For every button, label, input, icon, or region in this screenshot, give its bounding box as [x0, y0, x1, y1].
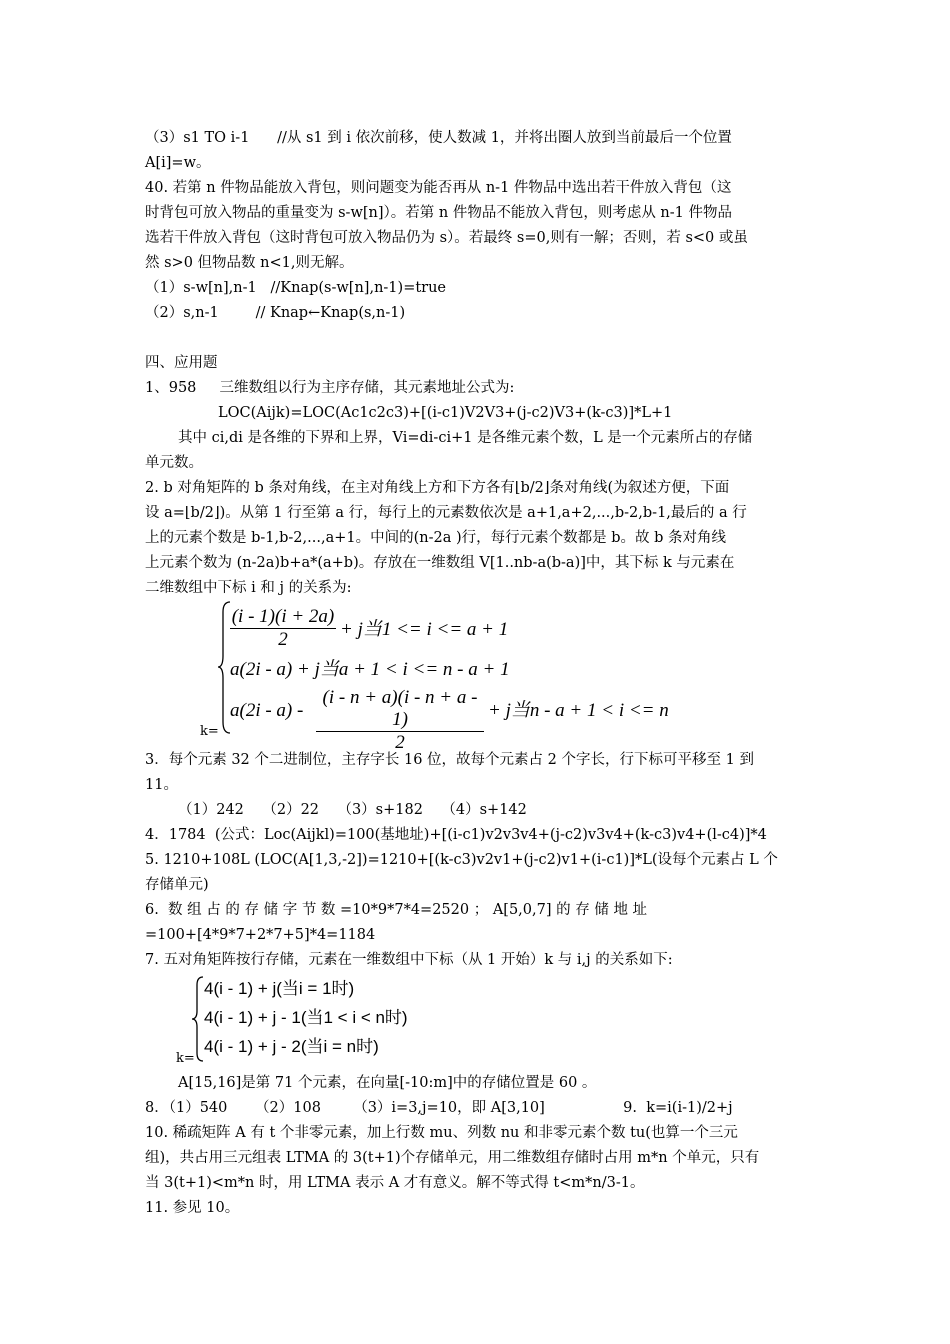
text-line: 然 s>0 但物品数 n<1,则无解。	[145, 255, 354, 271]
text-line: 5. 1210+108L (LOC(A[1,3,-2])=1210+[(k-c3)v2v1+(j-c2)v1+(i-c1)]*L(设每个元素占 L 个	[145, 852, 778, 868]
text-line: 当 3(t+1)<m*n 时，用 LTMA 表示 A 才有意义。解不等式得 t<m*n/3-1。	[145, 1175, 645, 1191]
text-line: 11。	[145, 777, 178, 793]
text-line: （1）s-w[n],n-1 //Knap(s-w[n],n-1)=true	[145, 280, 447, 296]
address-formula: LOC(Aijk)=LOC(Ac1c2c3)+[(i-c1)V2V3+(j-c2)V3+(k-c3)]*L+1	[218, 405, 673, 421]
text-line: （1）242 （2）22 （3）s+182 （4）s+142	[178, 802, 527, 818]
text-line: A[i]=w。	[145, 155, 211, 171]
text-line: 组)，共占用三元组表 LTMA 的 3(t+1)个存储单元，用二维数组存储时占用 m*n 个单元，只有	[145, 1150, 760, 1166]
fraction-denominator: 2	[278, 629, 288, 650]
fraction-numerator: (i - n + a)(i - n + a - 1)	[316, 687, 484, 732]
text-line: 设 a=⌊b/2⌋)。从第 1 行至第 a 行，每行上的元素数依次是 a+1,a+2,...,b-2,b-1,最后的 a 行	[145, 505, 747, 521]
text-line: 11. 参见 10。	[145, 1200, 240, 1216]
text-line: 10. 稀疏矩阵 A 有 t 个非零元素，加上行数 mu、列数 nu 和非零元素个数 tu(也算一个三元	[145, 1125, 738, 1141]
text-line: 40. 若第 n 件物品能放入背包，则问题变为能否再从 n-1 件物品中选出若干件放入背包（这	[145, 180, 732, 196]
text-line: 存储单元)	[145, 877, 209, 893]
text-line: 3．每个元素 32 个二进制位，主存字长 16 位，故每个元素占 2 个字长，行下标可平移至 1 到	[145, 752, 754, 768]
text-line: 2. b 对角矩阵的 b 条对角线，在主对角线上方和下方各有⌊b/2⌋条对角线(为叙述方便，下面	[145, 480, 730, 496]
formula-row-2: a(2i - a) + j当a + 1 < i <= n - a + 1	[230, 659, 510, 680]
text-line: 单元数。	[145, 455, 203, 471]
text-line: （3）s1 TO i-1 //从 s1 到 i 依次前移，使人数减 1，并将出圈人放到当前最后一个位置	[145, 130, 732, 146]
fraction-denominator: 2	[395, 732, 405, 753]
text-line: 时背包可放入物品的重量变为 s-w[n]）。若第 n 件物品不能放入背包，则考虑从 n-1 件物品	[145, 205, 732, 221]
text-line: 1、958 三维数组以行为主序存储，其元素地址公式为:	[145, 380, 515, 396]
formula-row-2: 4(i - 1) + j - 1(当1 < i < n时)	[204, 1008, 408, 1027]
text-line: 7. 五对角矩阵按行存储，元素在一维数组中下标（从 1 开始）k 与 i,j 的关系如下:	[145, 952, 673, 968]
text-line: 8．（1）540 （2）108 （3）i=3,j=10，即 A[3,10] 9. k=i(i-1)/2+j	[145, 1100, 733, 1116]
text-line: 6. 数 组 占 的 存 储 字 节 数 =10*9*7*4=2520 ； A[5,0,7] 的 存 储 地 址	[145, 902, 648, 918]
text-line: 上的元素个数是 b-1,b-2,...,a+1。中间的(n-2a )行，每行元素个数都是 b。故 b 条对角线	[145, 530, 727, 546]
k-label: k=	[200, 724, 219, 739]
section-heading: 四、应用题	[145, 355, 218, 371]
text-line: （2）s,n-1 // Knap←Knap(s,n-1)	[145, 305, 406, 321]
text-line: =100+[4*9*7+2*7+5]*4=1184	[145, 927, 376, 943]
text-line: 选若干件放入背包（这时背包可放入物品仍为 s）。若最终 s=0,则有一解；否则，若 s<0 或虽	[145, 230, 748, 246]
text-line: 4．1784 (公式：Loc(Aijkl)=100(基地址)+[(i-c1)v2v3v4+(j-c2)v3v4+(k-c3)v4+(l-c4)]*4	[145, 827, 767, 843]
formula-row-3: 4(i - 1) + j - 2(当i = n时)	[204, 1037, 379, 1056]
formula-row-3-head: a(2i - a) -	[230, 700, 304, 721]
fraction-numerator: (i - 1)(i + 2a)	[231, 606, 335, 627]
text-line: 其中 ci,di 是各维的下界和上界，Vi=di-ci+1 是各维元素个数，L 是一个元素所占的存储	[178, 430, 753, 446]
formula-row-1: 4(i - 1) + j(当i = 1时)	[204, 979, 355, 998]
text-line: 二维数组中下标 i 和 j 的关系为:	[145, 580, 352, 596]
k-label: k=	[176, 1051, 195, 1066]
text-line: 上元素个数为 (n-2a)b+a*(a+b)。存放在一维数组 V[1..nb-a(b-a)]中，其下标 k 与元素在	[145, 555, 735, 571]
formula-row-1-tail: + j当1 <= i <= a + 1	[340, 619, 509, 640]
formula-row-3-tail: + j当n - a + 1 < i <= n	[488, 700, 669, 721]
text-line: A[15,16]是第 71 个元素，在向量[-10:m]中的存储位置是 60 。	[178, 1075, 597, 1091]
